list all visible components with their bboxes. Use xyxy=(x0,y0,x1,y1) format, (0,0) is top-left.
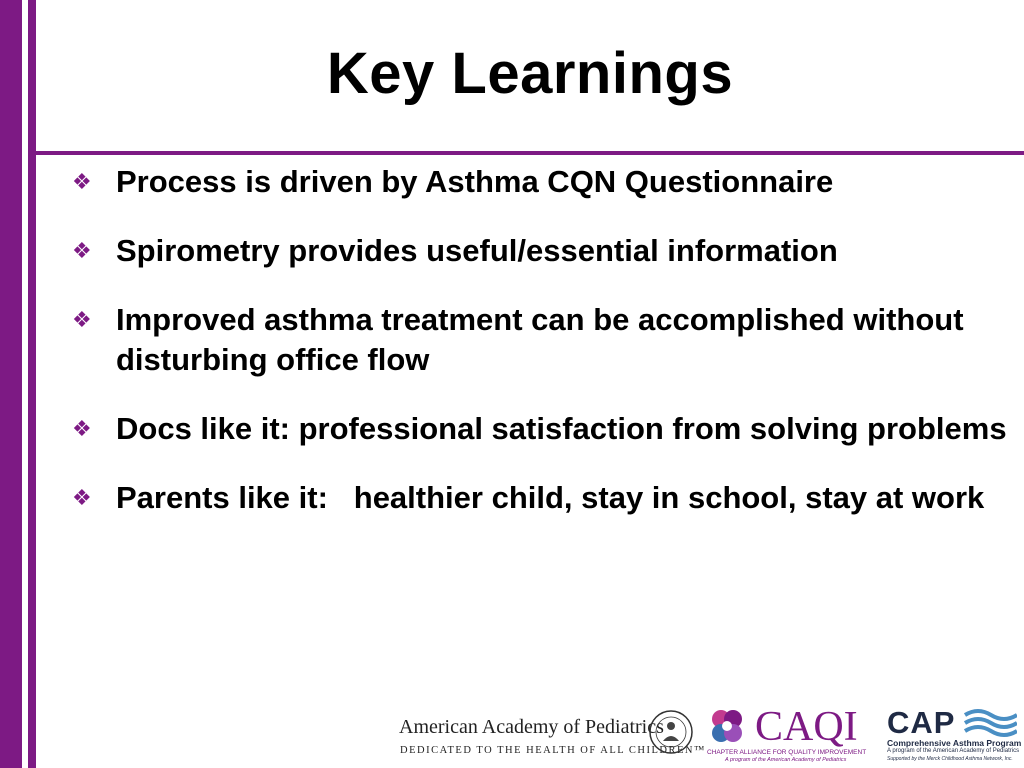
bullet-item xyxy=(72,409,1007,449)
title-divider xyxy=(36,151,1024,155)
left-accent-stripe xyxy=(28,0,36,768)
diamond-bullet-icon: ❖ xyxy=(72,238,92,263)
bullet-item xyxy=(72,231,1007,271)
diamond-bullet-icon: ❖ xyxy=(72,485,92,510)
bullet-item xyxy=(72,162,1007,202)
diamond-bullet-icon: ❖ xyxy=(72,169,92,194)
footer-logos xyxy=(395,705,1020,765)
diamond-bullet-icon: ❖ xyxy=(72,416,92,441)
bullet-item xyxy=(72,478,1007,518)
cap-waves-icon xyxy=(963,707,1017,739)
aap-logo-name: American Academy of Pediatrics xyxy=(399,716,664,738)
aap-logo-tagline: DEDICATED TO THE HEALTH OF ALL CHILDREN™ xyxy=(400,745,706,756)
caqi-logo-text: CAQI xyxy=(755,704,858,750)
left-accent-bar xyxy=(0,0,22,768)
cap-logo-text: CAP xyxy=(887,705,956,740)
bullet-text: Docs like it: professional satisfaction from solving problems xyxy=(116,411,1007,446)
bullet-text: Spirometry provides useful/essential information xyxy=(116,233,838,268)
diamond-bullet-icon: ❖ xyxy=(72,307,92,332)
bullet-text: Improved asthma treatment can be accomplished without disturbing office flow xyxy=(116,302,973,377)
bullet-list xyxy=(72,162,1007,547)
cap-logo-line1: Comprehensive Asthma Program xyxy=(887,738,1022,748)
cap-logo-line2: A program of the American Academy of Pediatrics xyxy=(887,748,1020,754)
caqi-logo-subtitle2: A program of the American Academy of Pediatrics xyxy=(725,757,847,763)
caqi-logo-subtitle: CHAPTER ALLIANCE FOR QUALITY IMPROVEMENT xyxy=(707,749,867,756)
bullet-item xyxy=(72,300,1007,380)
aap-seal-icon xyxy=(648,709,694,755)
cap-logo-line3: Supported by the Merck Childhood Asthma Network, Inc. xyxy=(887,756,1013,762)
bullet-text: Parents like it: healthier child, stay in school, stay at work xyxy=(116,480,985,515)
bullet-text: Process is driven by Asthma CQN Questionnaire xyxy=(116,164,834,199)
slide-title: Key Learnings xyxy=(326,41,734,106)
